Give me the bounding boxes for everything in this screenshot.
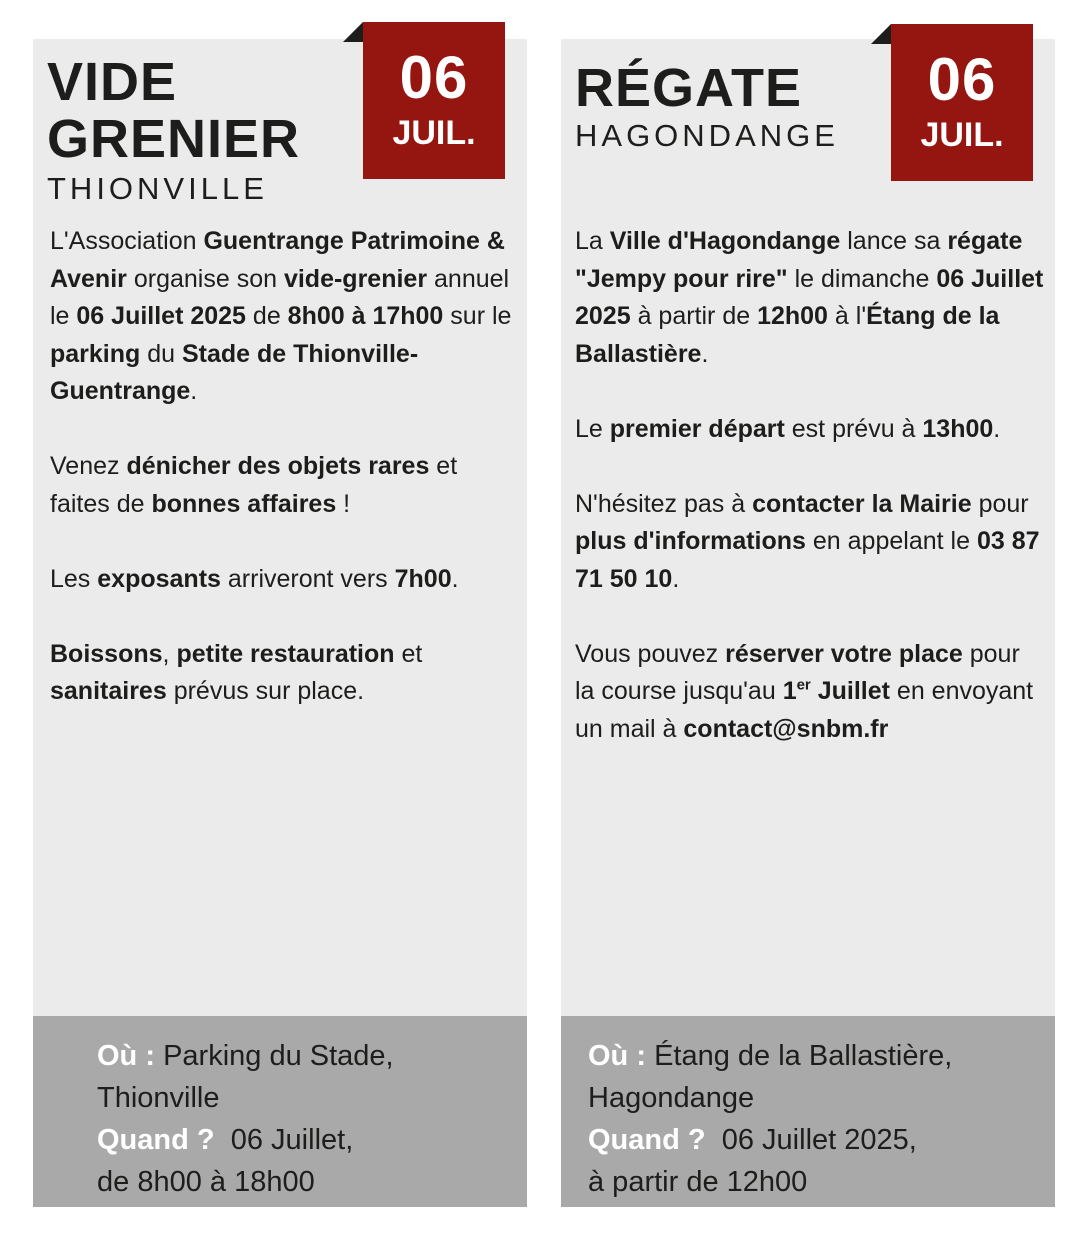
bold-text: 06 Juillet 2025 xyxy=(575,264,1044,330)
text: en appelant le xyxy=(805,527,977,555)
paragraph xyxy=(50,636,520,711)
event-card-regate xyxy=(561,39,1055,1207)
event-info-footer xyxy=(33,1016,527,1207)
bold-text: Boissons xyxy=(50,639,163,668)
bold-text: 12h00 xyxy=(757,302,828,330)
footer-text xyxy=(97,1035,394,1203)
text: à partir de xyxy=(630,302,758,330)
event-description xyxy=(50,223,520,748)
bold-text: 1 xyxy=(782,677,797,705)
paragraph xyxy=(50,223,520,411)
bold-text: Patrimoine & Avenir xyxy=(50,227,505,293)
text: à l' xyxy=(827,302,867,330)
when-value-2: à partir de 12h00 xyxy=(588,1166,808,1198)
bold-text: dénicher des objets rares xyxy=(126,452,430,480)
text: Vous pouvez xyxy=(575,639,726,668)
event-subtitle: THIONVILLE xyxy=(47,171,268,206)
paragraph xyxy=(50,448,520,523)
text: annuel le xyxy=(50,264,510,330)
bold-text: contacter la Mairie xyxy=(752,489,972,518)
text: sur le xyxy=(443,302,512,330)
text: pour xyxy=(971,489,1029,518)
bold-text: sanitaires xyxy=(50,677,167,705)
bold-text: Juillet xyxy=(810,677,890,705)
text: ! xyxy=(336,489,351,518)
where-value: Étang de la Ballastière, xyxy=(654,1040,953,1072)
where-value-2: Thionville xyxy=(97,1082,220,1114)
bold-text: er xyxy=(796,676,811,694)
bold-text: 13h00 xyxy=(922,414,994,443)
bold-text: Guentrange xyxy=(203,227,344,255)
date-tag xyxy=(363,22,505,179)
text: Venez xyxy=(50,452,127,480)
bold-text: Étang de la Ballastière xyxy=(575,302,1000,368)
bold-text: contact@snbm.fr xyxy=(683,714,889,743)
event-title-line1: RÉGATE xyxy=(575,58,803,118)
bold-text: 7h00 xyxy=(394,564,452,593)
event-title-line2: GRENIER xyxy=(47,109,301,169)
tag-fold xyxy=(343,22,363,42)
text xyxy=(344,227,351,255)
text: L'Association xyxy=(50,227,204,255)
text: le dimanche xyxy=(787,264,937,293)
text: Les xyxy=(50,564,98,593)
bold-text: petite restauration xyxy=(176,639,395,668)
date-day: 06 xyxy=(399,44,469,111)
text: est prévu à xyxy=(784,414,923,443)
when-label: Quand ? xyxy=(97,1124,215,1156)
bold-text: 06 Juillet 2025 xyxy=(76,302,246,330)
date-day: 06 xyxy=(927,46,997,113)
text: et faites de xyxy=(50,452,458,518)
text: pour la course jusqu'au xyxy=(575,639,1020,705)
bold-text: Stade de Thionville-Guentrange xyxy=(50,339,419,405)
text: organise xyxy=(126,264,237,293)
text: et xyxy=(394,639,423,668)
text: La xyxy=(575,227,610,255)
text: N'hésitez pas à xyxy=(575,489,753,518)
event-info-footer xyxy=(561,1016,1055,1207)
bold-text: 03 87 71 50 10 xyxy=(575,527,1040,593)
tag-fold xyxy=(871,24,891,44)
text: arriveront vers xyxy=(220,564,395,593)
event-description xyxy=(575,223,1045,786)
text: lance xyxy=(840,227,914,255)
where-value: Parking du Stade, xyxy=(163,1040,394,1072)
text: . xyxy=(993,414,1001,443)
text: , xyxy=(162,639,177,668)
bold-text: 8h00 à 17h00 xyxy=(287,302,444,330)
date-month: JUIL. xyxy=(392,114,476,152)
event-subtitle: HAGONDANGE xyxy=(575,118,839,153)
date-month: JUIL. xyxy=(920,116,1004,154)
paragraph xyxy=(575,223,1045,373)
text: . xyxy=(190,377,198,405)
where-value-2: Hagondange xyxy=(588,1082,755,1114)
text: prévus sur place. xyxy=(166,677,365,705)
where-label: Où : xyxy=(97,1040,155,1072)
bold-text: réserver votre place xyxy=(725,639,963,668)
text: sa xyxy=(913,227,948,255)
bold-text: parking xyxy=(50,339,141,368)
when-value: 06 Juillet 2025, xyxy=(721,1124,917,1156)
paragraph xyxy=(575,411,1045,449)
text: . xyxy=(701,339,709,368)
bold-text: exposants xyxy=(97,564,221,593)
text: . xyxy=(672,564,680,593)
bold-text: Ville d'Hagondange xyxy=(609,227,841,255)
text: en envoyant un mail à xyxy=(575,677,1034,743)
bold-text: bonnes affaires xyxy=(151,489,337,518)
paragraph xyxy=(575,486,1045,599)
when-label: Quand ? xyxy=(588,1124,706,1156)
date-tag xyxy=(891,24,1033,181)
text: Le xyxy=(575,414,610,443)
where-label: Où : xyxy=(588,1040,646,1072)
bold-text: plus d'informations xyxy=(575,527,806,555)
text: du xyxy=(140,339,182,368)
paragraph xyxy=(575,636,1045,749)
bold-text: régate "Jempy pour rire" xyxy=(575,227,1023,293)
text: son xyxy=(236,264,284,293)
when-value-2: de 8h00 à 18h00 xyxy=(97,1166,315,1198)
paragraph xyxy=(50,561,520,599)
event-title-line1: VIDE xyxy=(47,52,178,112)
bold-text: vide-grenier xyxy=(283,264,428,293)
when-value: 06 Juillet, xyxy=(230,1124,354,1156)
footer-text xyxy=(588,1035,952,1203)
bold-text: premier départ xyxy=(609,414,785,443)
event-card-vide-grenier xyxy=(33,39,527,1207)
text: de xyxy=(245,302,288,330)
text: . xyxy=(451,564,459,593)
